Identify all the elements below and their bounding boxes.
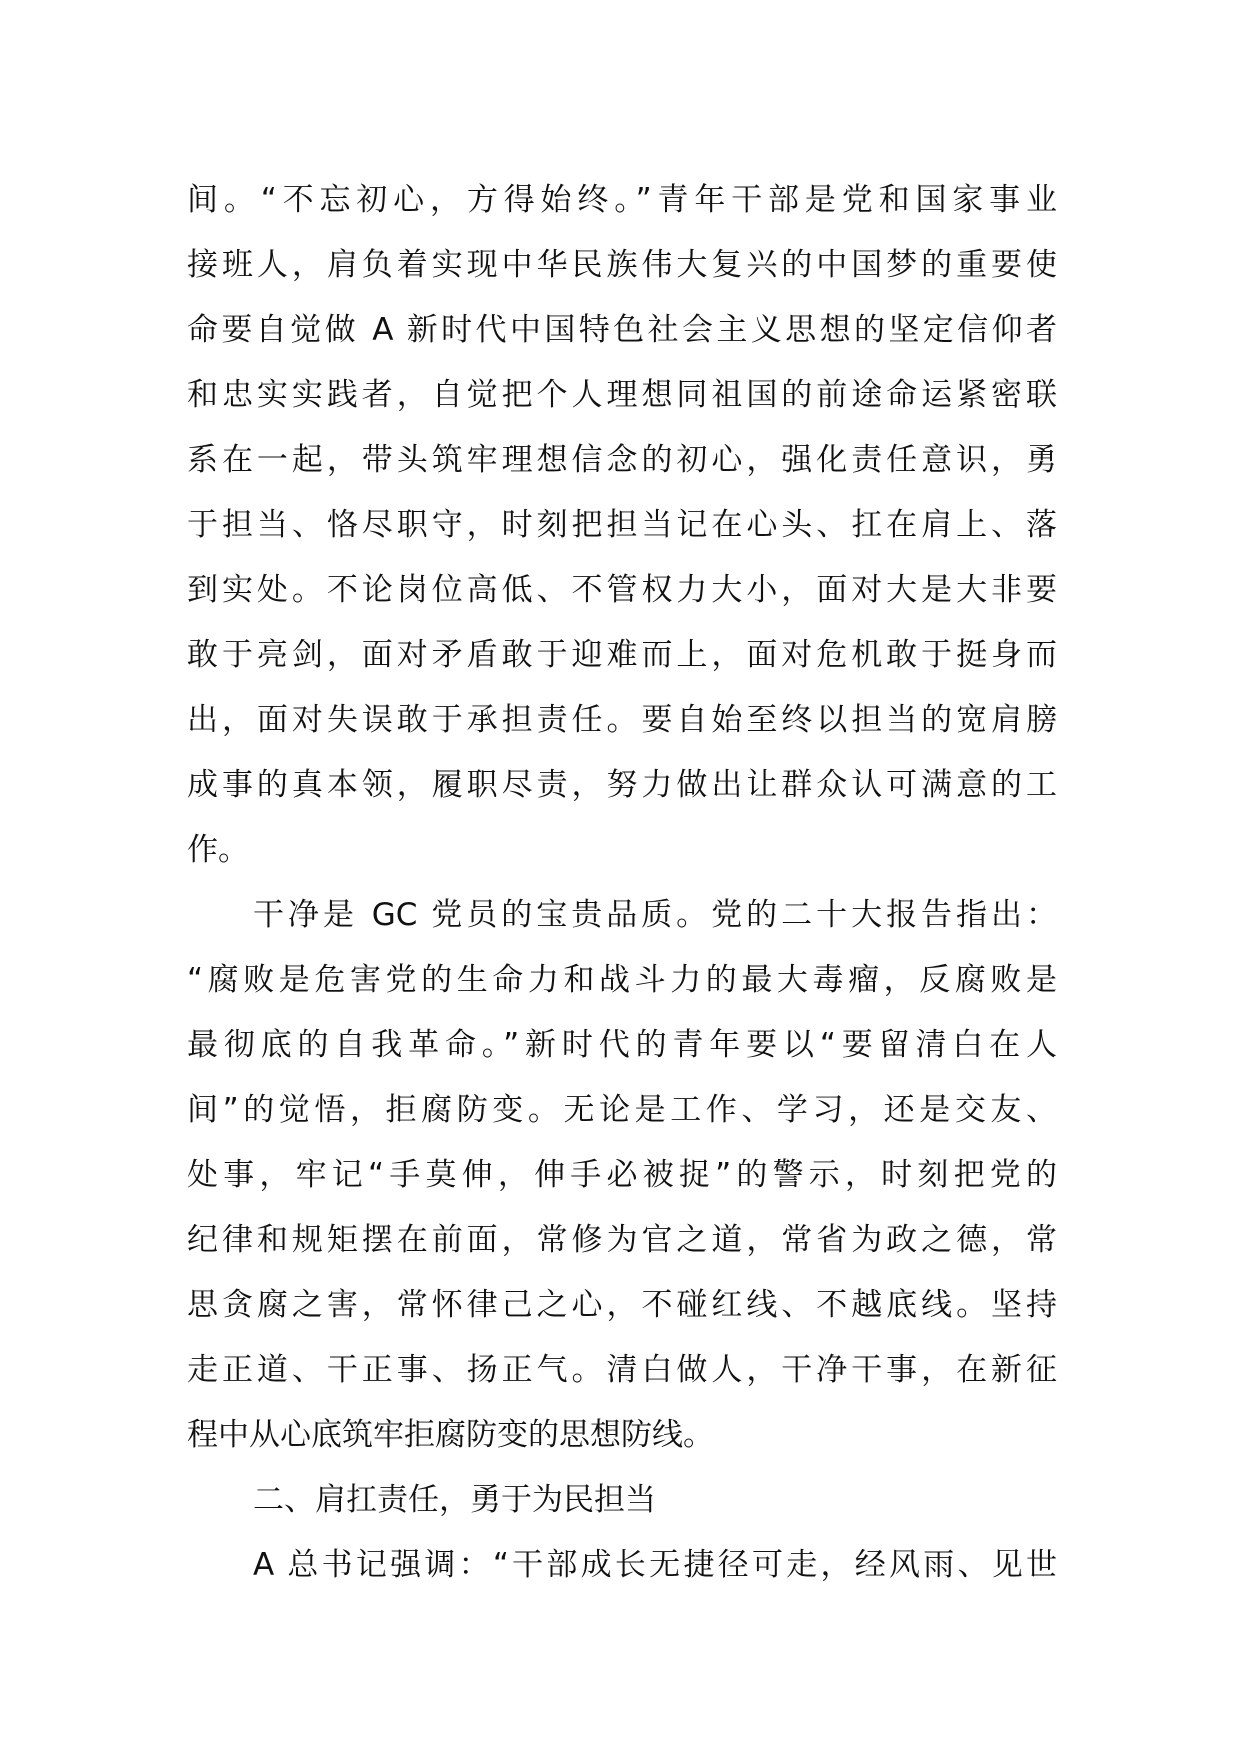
text-line: 最彻底的自我革命。”新时代的青年要以“要留清白在人 [187, 1027, 1057, 1063]
text-line: 思贪腐之害，常怀律己之心，不碰红线、不越底线。坚持 [187, 1287, 1057, 1323]
text-line: 作。 [187, 832, 249, 868]
text-line: 成事的真本领，履职尽责，努力做出让群众认可满意的工 [187, 767, 1057, 803]
body-text [187, 168, 1057, 1598]
text-line: 接班人，肩负着实现中华民族伟大复兴的中国梦的重要使 [187, 247, 1057, 283]
text-line: 间。“不忘初心，方得始终。”青年干部是党和国家事业 [187, 182, 1057, 218]
text-line: “腐败是危害党的生命力和战斗力的最大毒瘤，反腐败是 [187, 962, 1057, 998]
text-line: 纪律和规矩摆在前面，常修为官之道，常省为政之德，常 [187, 1222, 1057, 1258]
section-heading: 二、肩扛责任，勇于为民担当 [253, 1482, 656, 1518]
text-line: 命要自觉做 A 新时代中国特色社会主义思想的坚定信仰者 [187, 312, 1057, 348]
paragraph-first-line: A 总书记强调：“干部成长无捷径可走，经风雨、见世 [253, 1547, 1057, 1583]
text-line: 于担当、恪尽职守，时刻把担当记在心头、扛在肩上、落 [187, 507, 1057, 543]
text-line: 走正道、干正事、扬正气。清白做人，干净干事，在新征 [187, 1352, 1057, 1388]
text-line: 和忠实实践者，自觉把个人理想同祖国的前途命运紧密联 [187, 377, 1057, 413]
paragraph-first-line: 干净是 GC 党员的宝贵品质。党的二十大报告指出： [253, 897, 1057, 933]
text-line: 处事，牢记“手莫伸，伸手必被捉”的警示，时刻把党的 [187, 1157, 1057, 1193]
text-line: 敢于亮剑，面对矛盾敢于迎难而上，面对危机敢于挺身而 [187, 637, 1057, 673]
text-line: 出，面对失误敢于承担责任。要自始至终以担当的宽肩膀 [187, 702, 1057, 738]
text-line: 程中从心底筑牢拒腐防变的思想防线。 [187, 1417, 714, 1453]
text-line: 间”的觉悟，拒腐防变。无论是工作、学习，还是交友、 [187, 1092, 1057, 1128]
text-line: 系在一起，带头筑牢理想信念的初心，强化责任意识，勇 [187, 442, 1057, 478]
text-line: 到实处。不论岗位高低、不管权力大小，面对大是大非要 [187, 572, 1057, 608]
